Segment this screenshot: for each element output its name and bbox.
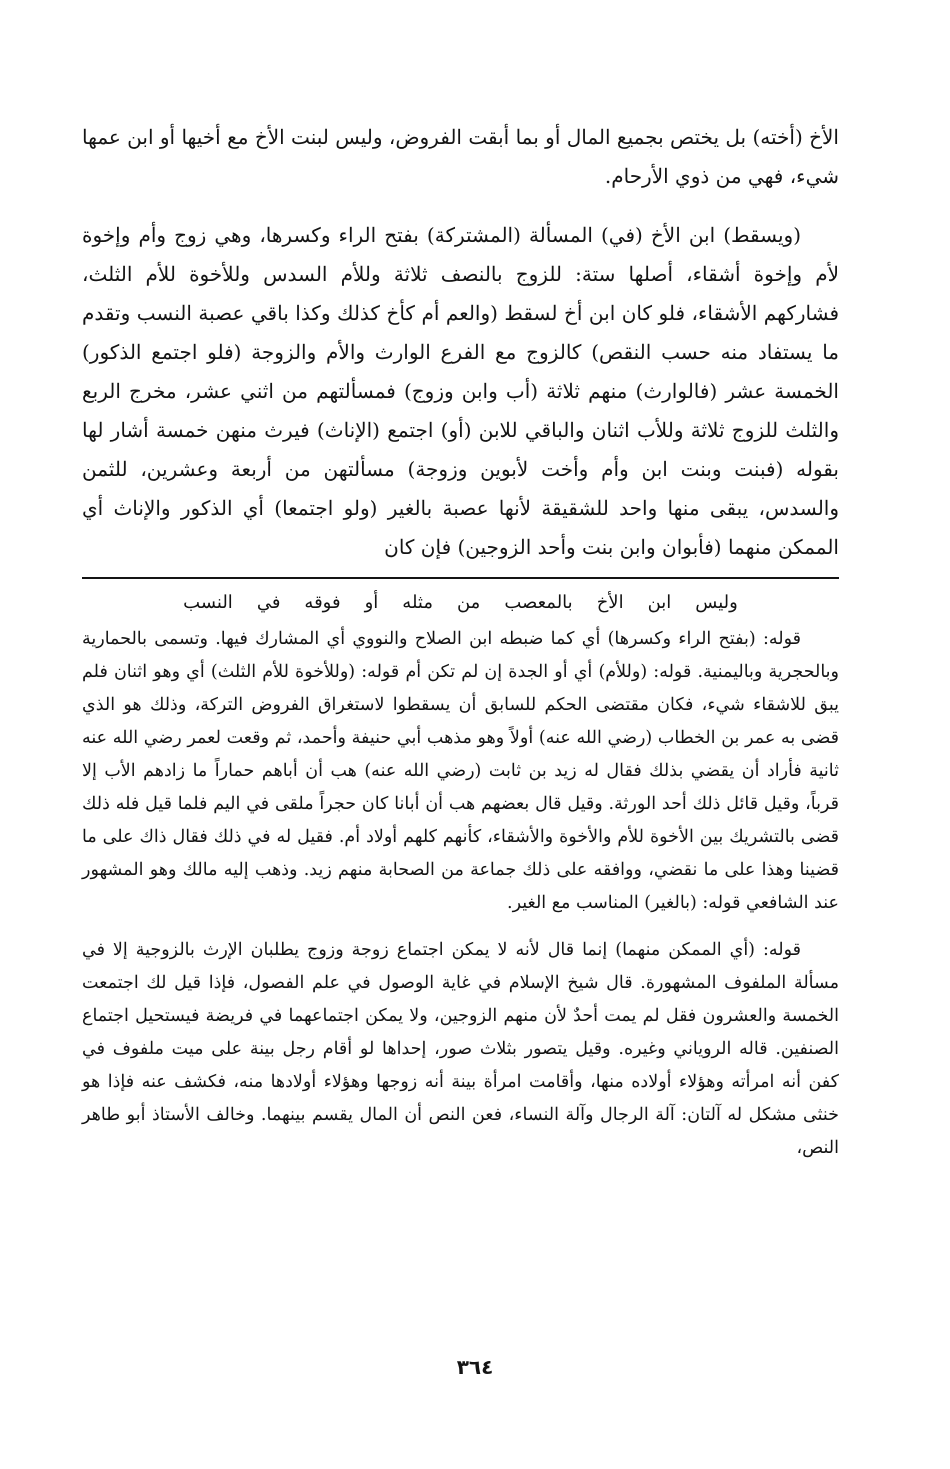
page-number: ٣٦٤ bbox=[456, 1355, 494, 1379]
page bbox=[82, 118, 839, 1165]
verse-word: مثله bbox=[402, 592, 433, 613]
main-text bbox=[82, 118, 839, 567]
footnote-divider bbox=[82, 577, 839, 579]
verse-word: النسب bbox=[183, 592, 233, 613]
footnote-paragraph-2: قوله: (أي الممكن منهما) إنما قال لأنه لا يمكن اجتماع زوجة وزوج يطلبان الإرث بالزوجية إلا في مسألة الملفوف المشهورة. قال شيخ الإسلام في غاية الوصول في علم الفصول، فإذا قيل لك اجتمعت الخمسة والعشرون فقل لم يمت أحدٌ لأن منهم الزوجين، ولا يمكن اجتماعهما في فريضة فيستحيل اجتماع الصنفين. قاله الروياني وغيره. وقيل يتصور بثلاث صور، إحداها لو أقام رجل بينة على ميت ملفوف في كفن أنه امرأته وهؤلاء أولاده منها، وأقامت امرأة بينة أنه زوجها وهؤلاء أولادها منه، فكشف عنه فإذا هو خنثى مشكل له آلتان: آلة الرجال وآلة النساء، فعن النص أن المال يقسم بينهما. وخالف الأستاذ أبو طاهر النص، bbox=[82, 940, 839, 1158]
verse-word: فوقه bbox=[304, 592, 341, 613]
verse-word: أو bbox=[364, 592, 379, 613]
verse-word: الأخ bbox=[596, 592, 624, 613]
main-paragraph-2: (ويسقط) ابن الأخ (في) المسألة (المشتركة) بفتح الراء وكسرها، وهي زوج وأم وإخوة لأم وإخوة أشقاء، أصلها ستة: للزوج بالنصف ثلاثة وللأم السدس وللأخوة للأم الثلث، فشاركهم الأشقاء، فلو كان ابن أخ لسقط (والعم أم كأخ كذلك وكذا باقي عصبة النسب وتقدم ما يستفاد منه حسب النقص) كالزوج مع الفرع الوارث والأم والزوجة (فلو اجتمع الذكور) الخمسة عشر (فالوارث) منهم ثلاثة (أب وابن وزوج) فمسألتهم من اثني عشر، مخرج الربع والثلث للزوج ثلاثة وللأب اثنان والباقي للابن (أو) اجتمع (الإناث) فيرث منهن خمسة أشار لها بقوله (فبنت وبنت ابن وأم وأخت لأبوين وزوجة) مسألتهن من أربعة وعشرين، للثمن والسدس، يبقى منها واحد للشقيقة لأنها عصبة بالغير (ولو اجتمعا) أي الذكور والإناث أي الممكن منهما (فأبوان وابن بنت وأحد الزوجين) فإن كان bbox=[82, 223, 839, 559]
main-paragraph-1: الأخ (أخته) بل يختص بجميع المال أو بما أبقت الفروض، وليس لبنت الأخ مع أخيها أو ابن عمها شيء، فهي من ذوي الأرحام. bbox=[82, 125, 839, 188]
verse-line bbox=[82, 583, 839, 623]
verse-word: بالمعصب bbox=[504, 592, 573, 613]
verse-word: ابن bbox=[647, 592, 672, 613]
verse-word: وليس bbox=[695, 592, 738, 613]
verse-word: من bbox=[456, 592, 481, 613]
footnote-paragraph-1: قوله: (بفتح الراء وكسرها) أي كما ضبطه ابن الصلاح والنووي أي المشارك فيها. وتسمى بالحمارية وبالحجرية وباليمنية. قوله: (وللأم) أي أو الجدة إن لم تكن أم قوله: (وللأخوة للأم الثلث) أي وهو اثنان فلم يبق للاشقاء شيء، فكان مقتضى الحكم للسابق أن يسقطوا لاستغراق الفروض التركة، وذلك هو الذي قضى به عمر بن الخطاب (رضي الله عنه) أولاً وهو مذهب أبي حنيفة وأحمد، ثم وقعت لعمر رضي الله عنه ثانية فأراد أن يقضي بذلك فقال له زيد بن ثابت (رضي الله عنه) هب أن أباهم حماراً ما زادهم الأب إلا قرباً، وقيل قائل ذلك أحد الورثة. وقيل قال بعضهم هب أن أبانا كان حجراً ملقى في اليم فلما قيل فله ذلك قضى بالتشريك بين الأخوة للأم والأخوة والأشقاء، كأنهم كلهم أولاد أم. فقيل له في ذلك فقال ذاك على ما قضينا وهذا على ما نقضي، ووافقه على ذلك جماعة من الصحابة منهم زيد. وذهب إليه مالك وهو المشهور عند الشافعي قوله: (بالغير) المناسب مع الغير. bbox=[82, 629, 839, 913]
footnotes bbox=[82, 623, 839, 1165]
verse-word: في bbox=[256, 592, 281, 613]
